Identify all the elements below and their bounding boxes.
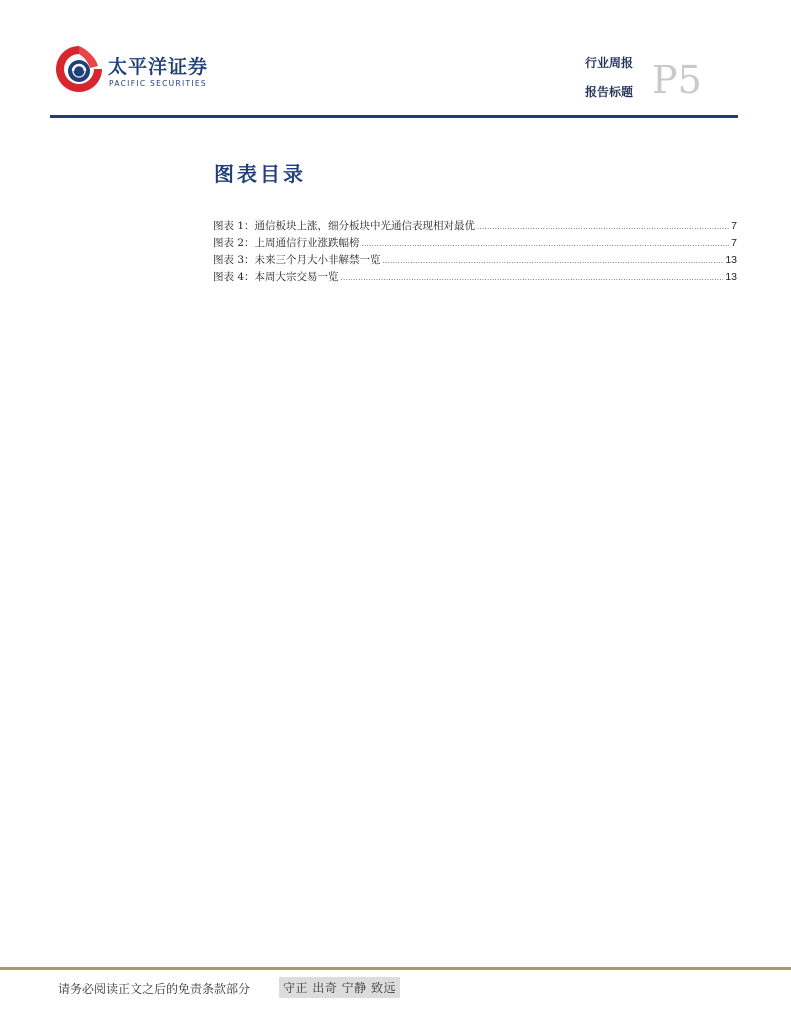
toc-entry[interactable] xyxy=(213,269,737,286)
toc-entry-label: 图表 4：本周大宗交易一览 xyxy=(213,271,339,283)
toc-entry[interactable] xyxy=(213,235,737,252)
toc-heading: 图表目录 xyxy=(214,162,306,186)
footer-divider xyxy=(0,967,791,970)
toc-entry-label: 图表 1：通信板块上涨，细分板块中光通信表现相对最优 xyxy=(213,220,476,232)
toc-entry-label: 图表 3：未来三个月大小非解禁一览 xyxy=(213,254,381,266)
header-divider xyxy=(50,115,738,118)
toc-entry-page: 13 xyxy=(725,271,737,283)
logo-chinese-name: 太平洋证券 xyxy=(108,56,209,78)
toc-entry-page: 7 xyxy=(731,220,737,232)
toc-entry[interactable] xyxy=(213,218,737,235)
report-type: 行业周报 xyxy=(585,56,634,70)
pacific-securities-logo-icon xyxy=(52,42,106,96)
footer-motto: 守正 出奇 宁静 致远 xyxy=(279,977,400,998)
toc-entry[interactable] xyxy=(213,252,737,269)
toc-entry-label: 图表 2：上周通信行业涨跌幅榜 xyxy=(213,237,360,249)
toc-leader-dots xyxy=(477,223,729,231)
toc-leader-dots xyxy=(362,240,730,248)
logo-english-name: PACIFIC SECURITIES xyxy=(109,79,207,88)
report-title: 报告标题 xyxy=(585,85,634,99)
toc-entry-page: 7 xyxy=(731,237,737,249)
toc-leader-dots xyxy=(383,257,724,265)
figure-table-of-contents xyxy=(213,218,737,286)
toc-leader-dots xyxy=(341,274,724,282)
company-logo xyxy=(52,42,212,94)
toc-entry-page: 13 xyxy=(725,254,737,266)
page-number: P5 xyxy=(652,58,702,102)
footer-disclaimer: 请务必阅读正文之后的免责条款部分 xyxy=(58,982,251,996)
